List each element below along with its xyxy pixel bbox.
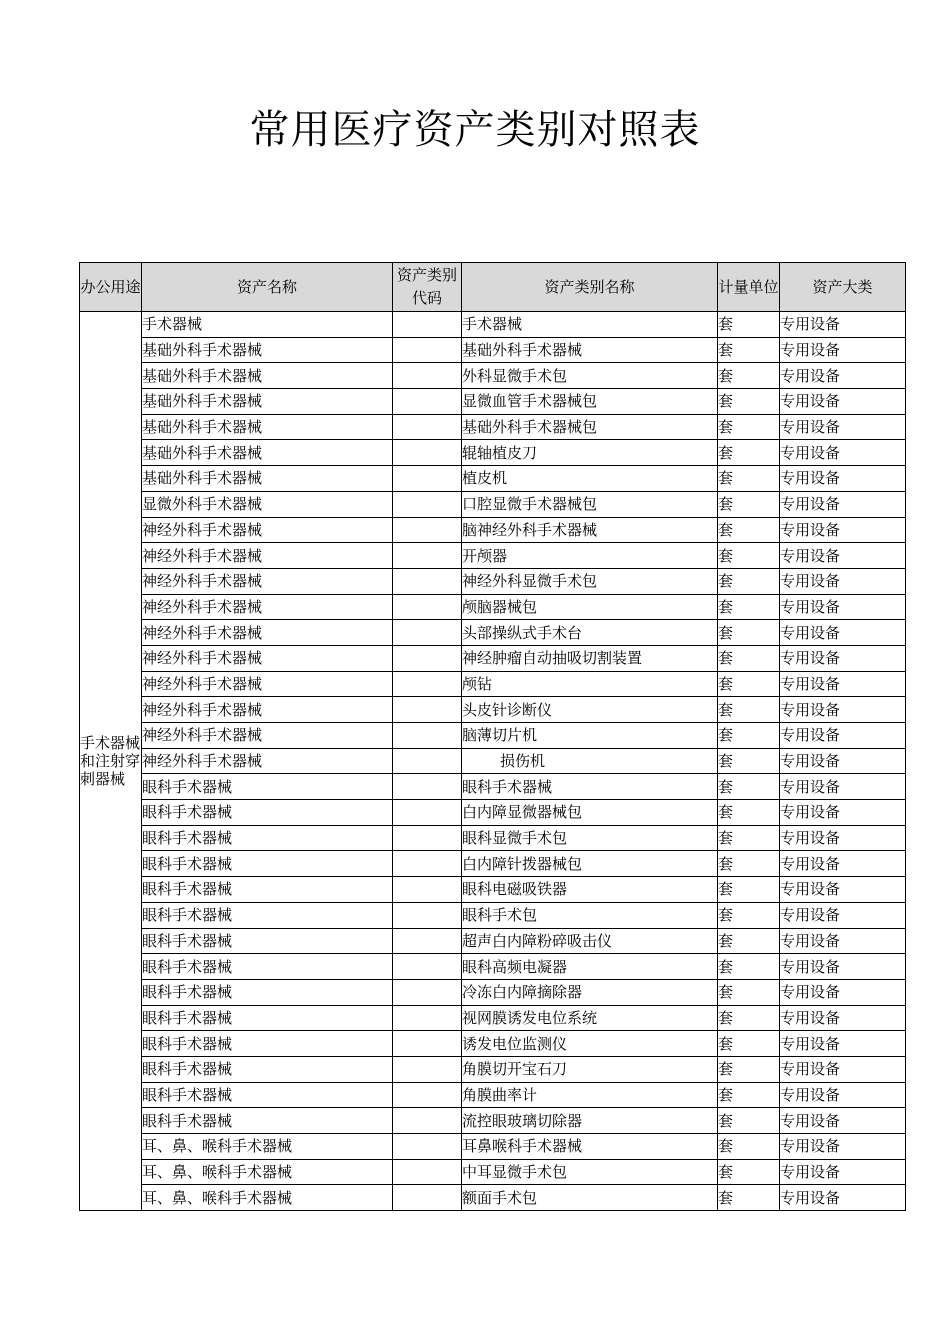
major-class-cell: 专用设备 — [780, 491, 906, 517]
unit-cell: 套 — [718, 1108, 780, 1134]
table-row — [80, 414, 906, 440]
unit-cell: 套 — [718, 1134, 780, 1160]
category-code-cell — [393, 491, 462, 517]
category-name-cell: 颅钻 — [462, 671, 718, 697]
table-row — [80, 1005, 906, 1031]
category-name-cell: 超声白内障粉碎吸击仪 — [462, 928, 718, 954]
category-name-cell: 眼科手术包 — [462, 902, 718, 928]
asset-name-cell: 眼科手术器械 — [142, 825, 393, 851]
asset-name-cell: 眼科手术器械 — [142, 902, 393, 928]
header-category-name: 资产类别名称 — [462, 263, 718, 312]
major-class-cell: 专用设备 — [780, 1031, 906, 1057]
major-class-cell: 专用设备 — [780, 851, 906, 877]
major-class-cell: 专用设备 — [780, 620, 906, 646]
unit-cell: 套 — [718, 543, 780, 569]
asset-name-cell: 神经外科手术器械 — [142, 748, 393, 774]
asset-name-cell: 耳、鼻、喉科手术器械 — [142, 1134, 393, 1160]
category-code-cell — [393, 851, 462, 877]
major-class-cell: 专用设备 — [780, 1056, 906, 1082]
table-body — [80, 312, 906, 1211]
table-row — [80, 1031, 906, 1057]
unit-cell: 套 — [718, 1185, 780, 1211]
unit-cell: 套 — [718, 1082, 780, 1108]
major-class-cell: 专用设备 — [780, 774, 906, 800]
table-row — [80, 312, 906, 338]
category-name-cell: 中耳显微手术包 — [462, 1159, 718, 1185]
table-row — [80, 902, 906, 928]
category-code-cell — [393, 389, 462, 415]
asset-name-cell: 眼科手术器械 — [142, 954, 393, 980]
category-code-cell — [393, 414, 462, 440]
category-code-cell — [393, 723, 462, 749]
major-class-cell: 专用设备 — [780, 902, 906, 928]
category-name-cell: 植皮机 — [462, 466, 718, 492]
asset-name-cell: 神经外科手术器械 — [142, 645, 393, 671]
table-row — [80, 851, 906, 877]
category-name-cell: 诱发电位监测仪 — [462, 1031, 718, 1057]
category-code-cell — [393, 928, 462, 954]
major-class-cell: 专用设备 — [780, 979, 906, 1005]
unit-cell: 套 — [718, 928, 780, 954]
category-name-cell: 头皮针诊断仪 — [462, 697, 718, 723]
table-row — [80, 466, 906, 492]
asset-name-cell: 手术器械 — [142, 312, 393, 338]
major-class-cell: 专用设备 — [780, 594, 906, 620]
table-row — [80, 337, 906, 363]
header-category-code: 资产类别代码 — [393, 263, 462, 312]
table-row — [80, 568, 906, 594]
asset-name-cell: 眼科手术器械 — [142, 851, 393, 877]
table-row — [80, 1056, 906, 1082]
major-class-cell: 专用设备 — [780, 568, 906, 594]
major-class-cell: 专用设备 — [780, 1185, 906, 1211]
unit-cell: 套 — [718, 671, 780, 697]
major-class-cell: 专用设备 — [780, 337, 906, 363]
unit-cell: 套 — [718, 389, 780, 415]
major-class-cell: 专用设备 — [780, 954, 906, 980]
asset-name-cell: 神经外科手术器械 — [142, 543, 393, 569]
asset-name-cell: 眼科手术器械 — [142, 1082, 393, 1108]
table-row — [80, 1082, 906, 1108]
table-row — [80, 877, 906, 903]
category-code-cell — [393, 954, 462, 980]
category-code-cell — [393, 620, 462, 646]
asset-name-cell: 眼科手术器械 — [142, 979, 393, 1005]
asset-name-cell: 基础外科手术器械 — [142, 414, 393, 440]
category-name-cell: 颅脑器械包 — [462, 594, 718, 620]
category-code-cell — [393, 312, 462, 338]
unit-cell: 套 — [718, 825, 780, 851]
category-code-cell — [393, 902, 462, 928]
category-code-cell — [393, 363, 462, 389]
table-row — [80, 1159, 906, 1185]
category-code-cell — [393, 671, 462, 697]
unit-cell: 套 — [718, 312, 780, 338]
major-class-cell: 专用设备 — [780, 414, 906, 440]
unit-cell: 套 — [718, 363, 780, 389]
category-code-cell — [393, 1056, 462, 1082]
unit-cell: 套 — [718, 1056, 780, 1082]
category-name-cell: 外科显微手术包 — [462, 363, 718, 389]
category-name-cell: 额面手术包 — [462, 1185, 718, 1211]
table-row — [80, 928, 906, 954]
major-class-cell: 专用设备 — [780, 389, 906, 415]
category-name-cell: 白内障针拨器械包 — [462, 851, 718, 877]
category-name-cell: 基础外科手术器械 — [462, 337, 718, 363]
major-class-cell: 专用设备 — [780, 825, 906, 851]
header-asset-name: 资产名称 — [142, 263, 393, 312]
category-code-cell — [393, 568, 462, 594]
asset-name-cell: 眼科手术器械 — [142, 928, 393, 954]
major-class-cell: 专用设备 — [780, 1082, 906, 1108]
category-name-cell: 白内障显微器械包 — [462, 800, 718, 826]
category-code-cell — [393, 800, 462, 826]
unit-cell: 套 — [718, 1005, 780, 1031]
category-name-cell: 脑神经外科手术器械 — [462, 517, 718, 543]
asset-name-cell: 眼科手术器械 — [142, 1005, 393, 1031]
asset-name-cell: 神经外科手术器械 — [142, 723, 393, 749]
category-name-cell: 流控眼玻璃切除器 — [462, 1108, 718, 1134]
unit-cell: 套 — [718, 800, 780, 826]
table-row — [80, 671, 906, 697]
category-code-cell — [393, 337, 462, 363]
unit-cell: 套 — [718, 466, 780, 492]
unit-cell: 套 — [718, 954, 780, 980]
unit-cell: 套 — [718, 1031, 780, 1057]
category-code-cell — [393, 825, 462, 851]
category-name-cell: 手术器械 — [462, 312, 718, 338]
asset-name-cell: 眼科手术器械 — [142, 1056, 393, 1082]
category-name-cell: 角膜切开宝石刀 — [462, 1056, 718, 1082]
unit-cell: 套 — [718, 697, 780, 723]
category-name-cell: 神经外科显微手术包 — [462, 568, 718, 594]
table-row — [80, 825, 906, 851]
table-row — [80, 1134, 906, 1160]
unit-cell: 套 — [718, 877, 780, 903]
category-code-cell — [393, 697, 462, 723]
unit-cell: 套 — [718, 491, 780, 517]
asset-name-cell: 神经外科手术器械 — [142, 697, 393, 723]
asset-name-cell: 神经外科手术器械 — [142, 517, 393, 543]
unit-cell: 套 — [718, 568, 780, 594]
unit-cell: 套 — [718, 645, 780, 671]
asset-name-cell: 基础外科手术器械 — [142, 466, 393, 492]
major-class-cell: 专用设备 — [780, 1108, 906, 1134]
category-code-cell — [393, 594, 462, 620]
category-name-cell: 眼科电磁吸铁器 — [462, 877, 718, 903]
unit-cell: 套 — [718, 979, 780, 1005]
major-class-cell: 专用设备 — [780, 1134, 906, 1160]
major-class-cell: 专用设备 — [780, 1005, 906, 1031]
unit-cell: 套 — [718, 748, 780, 774]
category-name-cell: 耳鼻喉科手术器械 — [462, 1134, 718, 1160]
asset-name-cell: 神经外科手术器械 — [142, 620, 393, 646]
office-use-cell: 手术器械和注射穿刺器械 — [80, 312, 142, 1211]
category-code-cell — [393, 440, 462, 466]
major-class-cell: 专用设备 — [780, 517, 906, 543]
asset-category-table — [79, 262, 906, 1211]
major-class-cell: 专用设备 — [780, 440, 906, 466]
major-class-cell: 专用设备 — [780, 363, 906, 389]
category-name-cell: 头部操纵式手术台 — [462, 620, 718, 646]
unit-cell: 套 — [718, 851, 780, 877]
asset-name-cell: 耳、鼻、喉科手术器械 — [142, 1159, 393, 1185]
asset-name-cell: 眼科手术器械 — [142, 774, 393, 800]
table-row — [80, 440, 906, 466]
category-name-cell: 损伤机 — [462, 748, 718, 774]
unit-cell: 套 — [718, 337, 780, 363]
category-code-cell — [393, 645, 462, 671]
table-row — [80, 517, 906, 543]
asset-name-cell: 眼科手术器械 — [142, 800, 393, 826]
major-class-cell: 专用设备 — [780, 312, 906, 338]
unit-cell: 套 — [718, 774, 780, 800]
category-name-cell: 视网膜诱发电位系统 — [462, 1005, 718, 1031]
category-code-cell — [393, 877, 462, 903]
category-code-cell — [393, 1005, 462, 1031]
category-name-cell: 角膜曲率计 — [462, 1082, 718, 1108]
major-class-cell: 专用设备 — [780, 800, 906, 826]
header-major-class: 资产大类 — [780, 263, 906, 312]
category-code-cell — [393, 979, 462, 1005]
asset-name-cell: 基础外科手术器械 — [142, 337, 393, 363]
category-code-cell — [393, 543, 462, 569]
unit-cell: 套 — [718, 594, 780, 620]
table-row — [80, 697, 906, 723]
major-class-cell: 专用设备 — [780, 697, 906, 723]
major-class-cell: 专用设备 — [780, 543, 906, 569]
category-name-cell: 辊轴植皮刀 — [462, 440, 718, 466]
table-row — [80, 954, 906, 980]
asset-name-cell: 神经外科手术器械 — [142, 671, 393, 697]
category-code-cell — [393, 1108, 462, 1134]
header-office-use: 办公用途 — [80, 263, 142, 312]
asset-name-cell: 基础外科手术器械 — [142, 389, 393, 415]
category-code-cell — [393, 517, 462, 543]
asset-name-cell: 神经外科手术器械 — [142, 568, 393, 594]
table-row — [80, 363, 906, 389]
category-code-cell — [393, 748, 462, 774]
category-code-cell — [393, 774, 462, 800]
major-class-cell: 专用设备 — [780, 671, 906, 697]
category-name-cell: 脑薄切片机 — [462, 723, 718, 749]
category-name-cell: 眼科手术器械 — [462, 774, 718, 800]
unit-cell: 套 — [718, 620, 780, 646]
category-name-cell: 口腔显微手术器械包 — [462, 491, 718, 517]
table-row — [80, 543, 906, 569]
category-name-cell: 眼科显微手术包 — [462, 825, 718, 851]
asset-name-cell: 眼科手术器械 — [142, 877, 393, 903]
category-code-cell — [393, 1082, 462, 1108]
table-row — [80, 774, 906, 800]
unit-cell: 套 — [718, 440, 780, 466]
table-row — [80, 645, 906, 671]
unit-cell: 套 — [718, 414, 780, 440]
category-code-cell — [393, 466, 462, 492]
major-class-cell: 专用设备 — [780, 748, 906, 774]
asset-name-cell: 基础外科手术器械 — [142, 440, 393, 466]
table-row — [80, 620, 906, 646]
category-code-cell — [393, 1134, 462, 1160]
table-row — [80, 491, 906, 517]
category-code-cell — [393, 1159, 462, 1185]
category-code-cell — [393, 1031, 462, 1057]
major-class-cell: 专用设备 — [780, 928, 906, 954]
asset-name-cell: 神经外科手术器械 — [142, 594, 393, 620]
category-name-cell: 开颅器 — [462, 543, 718, 569]
table-row — [80, 1185, 906, 1211]
unit-cell: 套 — [718, 517, 780, 543]
table-header-row — [80, 263, 906, 312]
category-name-cell: 神经肿瘤自动抽吸切割装置 — [462, 645, 718, 671]
major-class-cell: 专用设备 — [780, 877, 906, 903]
table-row — [80, 800, 906, 826]
page-title: 常用医疗资产类别对照表 — [249, 107, 701, 153]
asset-name-cell: 眼科手术器械 — [142, 1031, 393, 1057]
major-class-cell: 专用设备 — [780, 466, 906, 492]
table-row — [80, 723, 906, 749]
table-row — [80, 389, 906, 415]
unit-cell: 套 — [718, 1159, 780, 1185]
asset-name-cell: 耳、鼻、喉科手术器械 — [142, 1185, 393, 1211]
unit-cell: 套 — [718, 902, 780, 928]
category-name-cell: 眼科高频电凝器 — [462, 954, 718, 980]
table-row — [80, 748, 906, 774]
category-name-cell: 显微血管手术器械包 — [462, 389, 718, 415]
major-class-cell: 专用设备 — [780, 1159, 906, 1185]
major-class-cell: 专用设备 — [780, 723, 906, 749]
category-name-cell: 基础外科手术器械包 — [462, 414, 718, 440]
table-row — [80, 979, 906, 1005]
asset-name-cell: 眼科手术器械 — [142, 1108, 393, 1134]
table-row — [80, 1108, 906, 1134]
asset-name-cell: 基础外科手术器械 — [142, 363, 393, 389]
table-row — [80, 594, 906, 620]
asset-name-cell: 显微外科手术器械 — [142, 491, 393, 517]
category-name-cell: 冷冻白内障摘除器 — [462, 979, 718, 1005]
unit-cell: 套 — [718, 723, 780, 749]
major-class-cell: 专用设备 — [780, 645, 906, 671]
header-unit: 计量单位 — [718, 263, 780, 312]
category-code-cell — [393, 1185, 462, 1211]
